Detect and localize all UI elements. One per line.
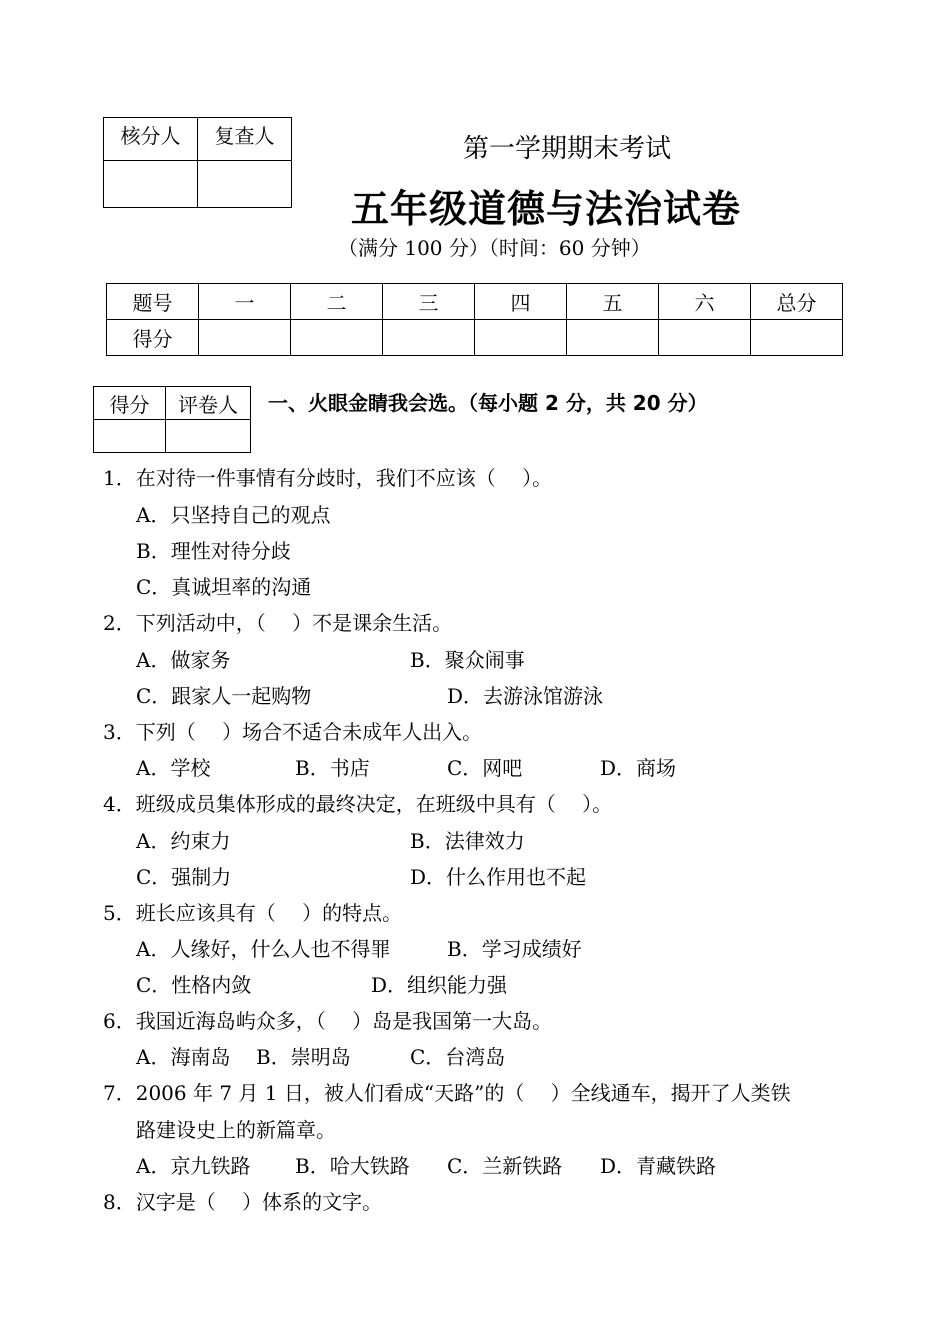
score-cell[interactable]: [567, 320, 659, 356]
option[interactable]: B．学习成绩好: [447, 937, 582, 961]
option[interactable]: B．哈大铁路: [295, 1154, 410, 1178]
option[interactable]: A．海南岛: [136, 1045, 231, 1069]
checker-cell-1[interactable]: [104, 161, 198, 208]
option[interactable]: D．商场: [600, 756, 677, 780]
score-head-cell: 题号: [107, 284, 199, 320]
option[interactable]: C．性格内敛: [136, 973, 252, 997]
question-number: 7．: [103, 1081, 136, 1105]
score-head-cell: 六: [659, 284, 751, 320]
checker-cell-2[interactable]: [198, 161, 292, 208]
grader-head-2: 评卷人: [166, 387, 251, 420]
question-8: [103, 1190, 382, 1214]
score-row-label: 得分: [107, 320, 199, 356]
option[interactable]: B．书店: [295, 756, 370, 780]
checker-table: [103, 117, 292, 208]
option[interactable]: B．理性对待分歧: [136, 539, 291, 563]
exam-subtitle: 第一学期期末考试: [463, 134, 672, 164]
question-stem: 我国近海岛屿众多，（ ）岛是我国第一大岛。: [135, 1009, 553, 1033]
score-head-cell: 二: [291, 284, 383, 320]
score-head-cell: 五: [567, 284, 659, 320]
score-head-cell: 一: [199, 284, 291, 320]
option[interactable]: A．人缘好，什么人也不得罪: [136, 937, 391, 961]
option[interactable]: B．崇明岛: [256, 1045, 351, 1069]
question-number: 4．: [103, 792, 136, 816]
question-number: 5．: [103, 901, 136, 925]
question-number: 2．: [103, 611, 136, 635]
option[interactable]: A．约束力: [136, 829, 231, 853]
option[interactable]: A．京九铁路: [136, 1154, 251, 1178]
question-stem: 汉字是（ ）体系的文字。: [135, 1190, 383, 1214]
score-head-cell: 三: [383, 284, 475, 320]
question-stem: 2006 年 7 月 1 日，被人们看成“天路”的（ ）全线通车，揭开了人类铁: [135, 1081, 791, 1105]
option[interactable]: C．真诚坦率的沟通: [136, 575, 312, 599]
exam-note: （满分 100 分）（时间：60 分钟）: [338, 236, 651, 260]
question-stem-continued: 路建设史上的新篇章。: [136, 1118, 336, 1142]
option[interactable]: D．组织能力强: [371, 973, 508, 997]
grader-head-1: 得分: [94, 387, 166, 420]
option[interactable]: B．聚众闹事: [410, 648, 525, 672]
section-heading: 一、火眼金睛我会选。（每小题 2 分，共 20 分）: [268, 391, 708, 415]
score-table: [106, 283, 843, 356]
question-2: [103, 611, 452, 635]
question-5: [103, 901, 402, 925]
option[interactable]: D．去游泳馆游泳: [447, 684, 604, 708]
question-4: [103, 792, 612, 816]
question-stem: 下列（ ）场合不适合未成年人出入。: [135, 720, 483, 744]
grader-table: [93, 386, 251, 453]
checker-head-2: 复查人: [198, 118, 292, 161]
grader-cell-1[interactable]: [94, 420, 166, 453]
option[interactable]: A．学校: [136, 756, 211, 780]
question-6: [103, 1009, 552, 1033]
question-stem: 班长应该具有（ ）的特点。: [135, 901, 403, 925]
question-7: [103, 1081, 791, 1105]
option[interactable]: C．兰新铁路: [447, 1154, 563, 1178]
score-head-cell: 四: [475, 284, 567, 320]
option[interactable]: A．只坚持自己的观点: [136, 503, 331, 527]
option[interactable]: C．台湾岛: [410, 1045, 506, 1069]
score-cell[interactable]: [475, 320, 567, 356]
option[interactable]: C．强制力: [136, 865, 232, 889]
exam-title: 五年级道德与法治试卷: [351, 187, 742, 231]
score-cell[interactable]: [291, 320, 383, 356]
question-number: 8．: [103, 1190, 136, 1214]
score-cell[interactable]: [199, 320, 291, 356]
score-head-cell: 总分: [751, 284, 843, 320]
question-number: 1．: [103, 466, 136, 490]
question-stem: 下列活动中，（ ）不是课余生活。: [135, 611, 453, 635]
option[interactable]: A．做家务: [136, 648, 231, 672]
question-3: [103, 720, 482, 744]
score-cell[interactable]: [751, 320, 843, 356]
option[interactable]: D．什么作用也不起: [410, 865, 587, 889]
question-1: [103, 466, 552, 490]
grader-cell-2[interactable]: [166, 420, 251, 453]
question-number: 6．: [103, 1009, 136, 1033]
checker-head-1: 核分人: [104, 118, 198, 161]
question-stem: 班级成员集体形成的最终决定，在班级中具有（ ）。: [135, 792, 613, 816]
question-number: 3．: [103, 720, 136, 744]
option[interactable]: B．法律效力: [410, 829, 525, 853]
option[interactable]: C．网吧: [447, 756, 523, 780]
option[interactable]: C．跟家人一起购物: [136, 684, 312, 708]
option[interactable]: D．青藏铁路: [600, 1154, 717, 1178]
question-stem: 在对待一件事情有分歧时，我们不应该（ ）。: [135, 466, 553, 490]
score-cell[interactable]: [383, 320, 475, 356]
score-cell[interactable]: [659, 320, 751, 356]
